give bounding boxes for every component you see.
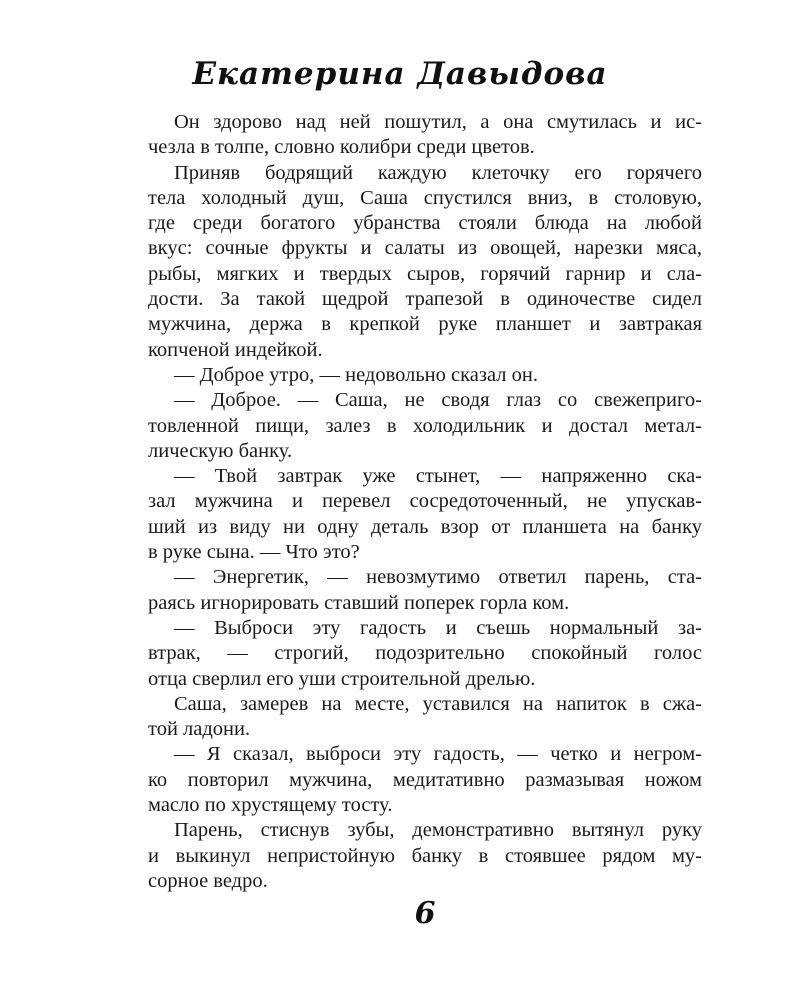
text-line: тела холодный душ, Саша спустился вниз, в столовую,: [148, 186, 702, 209]
text-line: Он здорово над ней пошутил, а она смутилась и ис-: [174, 111, 702, 133]
paragraph: [148, 692, 702, 743]
paragraph: [148, 565, 702, 616]
text-line: где среди богатого убранства стояли блюда на любой: [148, 212, 702, 235]
paragraph: [148, 818, 702, 894]
paragraph: [148, 616, 702, 692]
paragraph: [148, 110, 702, 161]
text-line: той ладони.: [148, 718, 251, 741]
text-line: — Доброе. — Саша, не сводя глаз со свежеприго-: [174, 389, 702, 412]
paragraph: [148, 388, 702, 464]
text-line: ко повторил мужчина, медитативно размазывая ножом: [148, 768, 702, 791]
text-line: дости. За такой щедрой трапезой в одиночестве сидел: [148, 288, 702, 311]
text-line: Саша, замерев на месте, уставился на напиток в сжа-: [174, 692, 702, 715]
paragraph: [148, 742, 702, 818]
text-line: сорное ведро.: [148, 869, 268, 892]
paragraph: [148, 464, 702, 565]
paragraph: [148, 363, 702, 388]
text-line: товленной пищи, залез в холодильник и достал метал-: [148, 414, 702, 437]
text-line: — Доброе утро, — недовольно сказал он.: [174, 363, 538, 386]
paragraph: [148, 161, 702, 363]
text-line: зал мужчина и перевел сосредоточенный, не упускав-: [148, 490, 702, 513]
text-line: раясь игнорировать ставший поперек горла ком.: [148, 591, 570, 614]
page-number: 6: [414, 896, 436, 931]
text-line: масло по хрустящему тосту.: [148, 794, 393, 817]
text-line: — Энергетик, — невозмутимо ответил парень, ста-: [174, 566, 702, 589]
text-line: рыбы, мягких и твердых сыров, горячий гарнир и сла-: [148, 262, 702, 285]
text-line: копченой индейкой.: [148, 338, 323, 361]
text-line: отца сверлил его уши строительной дрелью.: [148, 667, 536, 690]
text-line: лическую банку.: [148, 439, 293, 462]
text-line: вкус: сочные фрукты и салаты из овощей, нарезки мяса,: [148, 237, 702, 260]
text-line: и выкинул непристойную банку в стоявшее рядом му-: [148, 844, 702, 867]
body-text: [148, 110, 702, 894]
text-line: втрак, — строгий, подозрительно спокойный голос: [148, 642, 702, 665]
text-line: Приняв бодрящий каждую клеточку его горячего: [174, 161, 702, 184]
text-line: в руке сына. — Что это?: [148, 541, 360, 564]
text-line: ший из виду ни одну деталь взор от планшета на банку: [148, 515, 702, 538]
running-header-author: Екатерина Давыдова: [192, 56, 608, 92]
text-line: мужчина, держа в крепкой руке планшет и завтракая: [148, 313, 702, 336]
text-line: чезла в толпе, словно колибри среди цветов.: [148, 136, 535, 159]
text-line: Парень, стиснув зубы, демонстративно вытянул руку: [174, 819, 702, 842]
text-line: — Выброси эту гадость и съешь нормальный за-: [174, 616, 702, 639]
text-line: — Я сказал, выброси эту гадость, — четко и негром-: [174, 743, 702, 766]
text-line: — Твой завтрак уже стынет, — напряженно ска-: [174, 465, 702, 488]
